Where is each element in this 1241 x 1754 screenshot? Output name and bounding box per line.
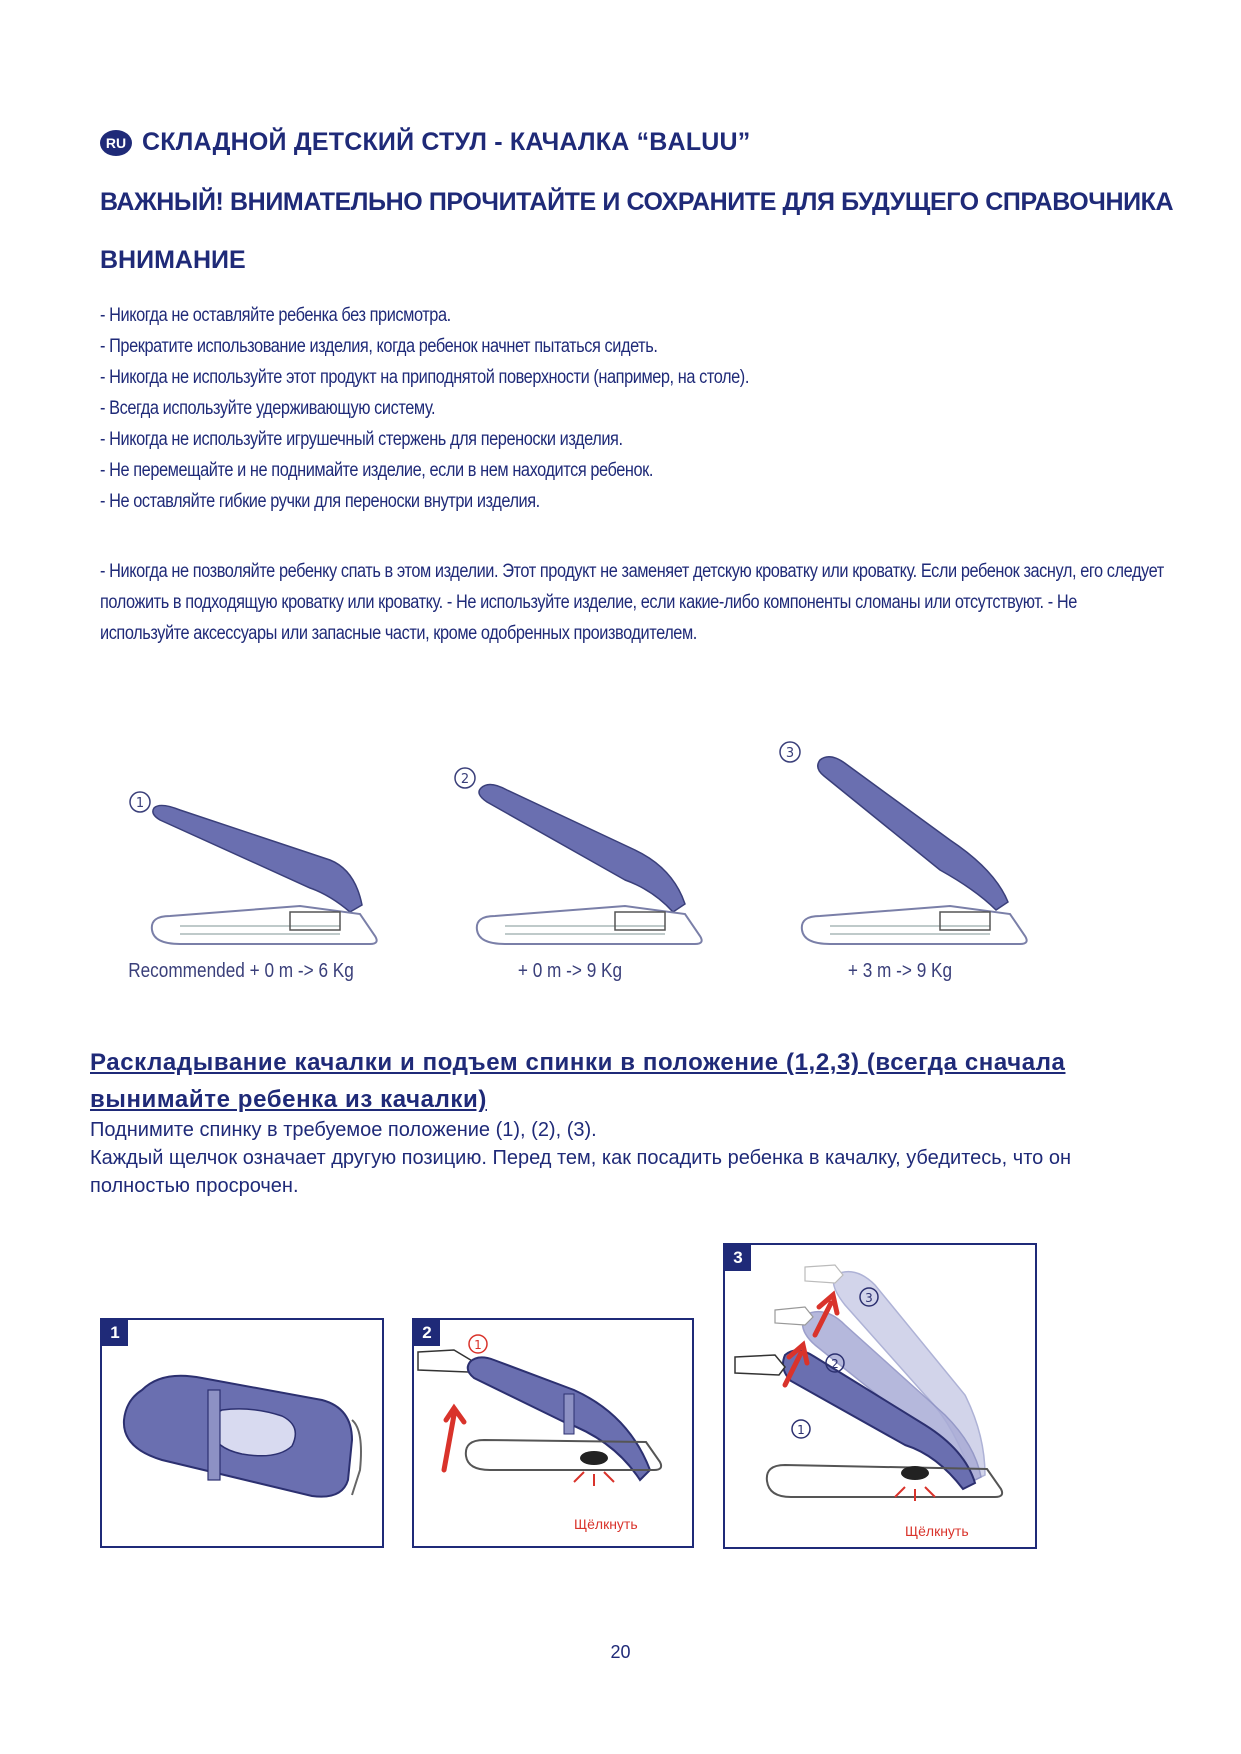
warning-paragraph: - Никогда не позволяйте ребенку спать в этом изделии. Этот продукт не заменяет детскую кроватку или кроватку. Если ребенок заснул, его следует положить в подходящую кроватку или кроватку. - Не используйте изделие, если какие-либо компоненты сломаны или отсутствуют. - Не используйте аксессуары или запасные части, кроме одобренных производителем. — [100, 561, 1164, 644]
warning-item: - Не оставляйте гибкие ручки для переноски внутри изделия. — [100, 491, 540, 512]
position-3-label: + 3 m -> 9 Kg — [847, 960, 953, 982]
warning-item: - Всегда используйте удерживающую систему. — [100, 398, 436, 419]
position-3-number: 3 — [785, 746, 795, 761]
three-positions-illustration — [725, 1245, 1035, 1547]
position-3-figure — [780, 742, 1027, 944]
position-2-number: 2 — [460, 772, 470, 787]
click-label: Щёлкнуть — [574, 1516, 638, 1532]
section-title: Раскладывание качалки и подъем спинки в положение (1,2,3) (всегда сначала вынимайте ребенка из качалки) — [90, 1049, 1066, 1113]
warning-item: - Никогда не используйте игрушечный стержень для переноски изделия. — [100, 429, 623, 450]
step-panel-2 — [412, 1318, 694, 1548]
raise-backrest-illustration — [414, 1320, 692, 1546]
document-title: СКЛАДНОЙ ДЕТСКИЙ СТУЛ - КАЧАЛКА “BALUU” — [142, 128, 751, 156]
important-lead: ВАЖНЫЙ! — [100, 188, 224, 216]
step-panel-1 — [100, 1318, 384, 1548]
position-1-label: Recommended + 0 m -> 6 Kg — [128, 960, 354, 982]
language-badge: RU — [100, 130, 132, 156]
warning-list — [100, 300, 855, 517]
document-header — [100, 128, 751, 157]
warning-item: - Никогда не используйте этот продукт на приподнятой поверхности (например, на столе). — [100, 367, 749, 388]
section-line-1: Поднимите спинку в требуемое положение (1), (2), (3). — [90, 1119, 597, 1141]
step-number-3: 3 — [725, 1245, 751, 1271]
important-rest: ВНИМАТЕЛЬНО ПРОЧИТАЙТЕ И СОХРАНИТЕ ДЛЯ БУДУЩЕГО СПРАВОЧНИКА — [223, 188, 1174, 216]
warning-item: - Не перемещайте и не поднимайте изделие, если в нем находится ребенок. — [100, 460, 653, 481]
warning-item: - Прекратите использование изделия, когда ребенок начнет пытаться сидеть. — [100, 336, 658, 357]
step-number-1: 1 — [102, 1320, 128, 1346]
position-2-label: + 0 m -> 9 Kg — [517, 960, 623, 982]
panel3-marker-2: 2 — [831, 1357, 839, 1371]
panel3-marker-1: 1 — [797, 1423, 805, 1437]
section-line-2: Каждый щелчок означает другую позицию. Перед тем, как посадить ребенка в качалку, убедитесь, что он полностью просрочен. — [90, 1147, 1071, 1197]
warning-item: - Никогда не оставляйте ребенка без присмотра. — [100, 305, 451, 326]
recline-positions-illustration — [135, 730, 1090, 990]
step-panel-3 — [723, 1243, 1037, 1549]
folded-seat-illustration — [102, 1320, 382, 1546]
section-body — [90, 1116, 1150, 1200]
click-label: Щёлкнуть — [905, 1523, 969, 1539]
important-notice — [100, 188, 1173, 217]
position-1-number: 1 — [135, 796, 145, 811]
step-number-2: 2 — [414, 1320, 440, 1346]
position-1-figure — [130, 792, 377, 944]
attention-heading: ВНИМАНИЕ — [100, 246, 246, 274]
page-number: 20 — [610, 1642, 631, 1662]
panel2-position-marker: 1 — [474, 1338, 482, 1352]
position-2-figure — [455, 768, 702, 944]
panel3-marker-3: 3 — [865, 1291, 873, 1305]
